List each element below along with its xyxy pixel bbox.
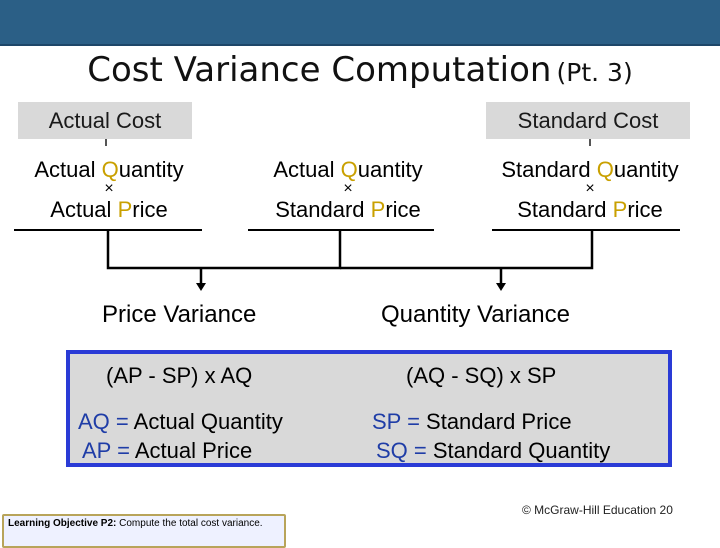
price-line: Actual Price	[50, 197, 168, 222]
price-arrow-head	[196, 283, 206, 291]
sp-definition: SP = Standard Price	[372, 409, 572, 434]
price-line: Standard Price	[517, 197, 663, 222]
quantity-variance-label: Quantity Variance	[381, 301, 570, 328]
sq-definition: SQ = Standard Quantity	[376, 438, 611, 463]
quantity-arrow-head	[496, 283, 506, 291]
price-line: Standard Price	[275, 197, 421, 222]
title-main: Cost Variance Computation	[87, 50, 552, 90]
quantity-line: Standard Quantity	[501, 157, 679, 182]
price-variance-label: Price Variance	[102, 301, 257, 328]
learning-objective-text: Compute the total cost variance.	[116, 518, 263, 529]
copyright-notice: © McGraw-Hill Education 20	[522, 503, 673, 517]
multiply-sign: ×	[585, 180, 595, 197]
multiply-sign: ×	[343, 180, 353, 197]
quantity-bracket	[340, 231, 592, 268]
learning-objective-box	[2, 514, 286, 548]
quantity-variance-formula: (AQ - SQ) x SP	[406, 363, 557, 388]
ap-definition: AP = Actual Price	[82, 438, 253, 463]
title-sub: (Pt. 3)	[556, 58, 633, 87]
quantity-line: Actual Quantity	[273, 157, 423, 182]
learning-objective-label: Learning Objective P2:	[8, 518, 117, 529]
aq-definition: AQ = Actual Quantity	[78, 409, 283, 434]
actual-cost-header: Actual Cost	[18, 102, 192, 139]
standard-cost-header: Standard Cost	[486, 102, 690, 139]
multiply-sign: ×	[104, 180, 114, 197]
price-bracket	[108, 231, 340, 268]
quantity-line: Actual Quantity	[34, 157, 184, 182]
price-variance-formula: (AP - SP) x AQ	[106, 363, 253, 388]
